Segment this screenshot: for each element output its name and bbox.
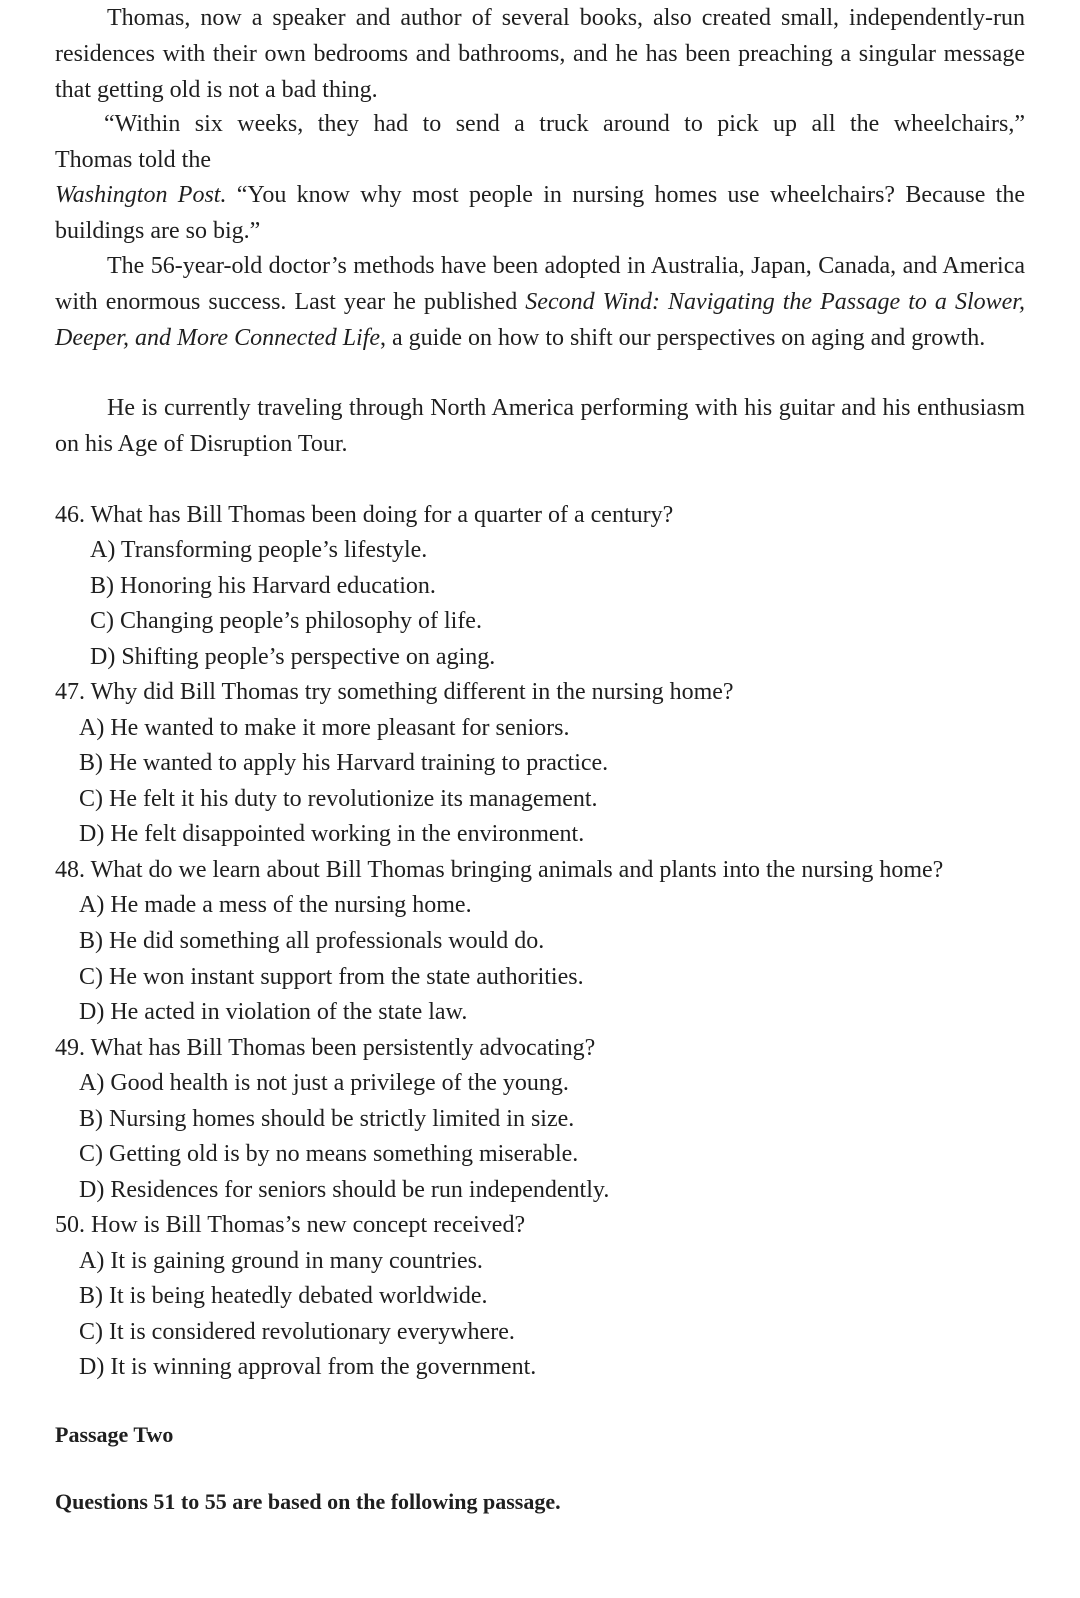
question-49-option-b[interactable]: B) Nursing homes should be strictly limited in size. [79,1106,575,1132]
question-50-stem: 50. How is Bill Thomas’s new concept received? [55,1212,526,1238]
passage-paragraph-4: He is currently traveling through North America performing with his guitar and his enthusiasm on his Age of Disruption Tour. [55,395,1025,457]
question-50-option-a[interactable]: A) It is gaining ground in many countries. [79,1248,483,1274]
passage-paragraph-1: Thomas, now a speaker and author of several books, also created small, independently-run residences with their own bedrooms and bathrooms, and he has been preaching a singular message that getting old is not a bad thing. [55,5,1025,103]
question-49-option-c[interactable]: C) Getting old is by no means something miserable. [79,1141,579,1167]
question-48-option-d[interactable]: D) He acted in violation of the state law. [79,999,468,1025]
question-47-option-a[interactable]: A) He wanted to make it more pleasant for seniors. [79,715,570,741]
question-48-option-a[interactable]: A) He made a mess of the nursing home. [79,892,472,918]
question-50-option-c[interactable]: C) It is considered revolutionary everywhere. [79,1319,515,1345]
question-50-option-b[interactable]: B) It is being heatedly debated worldwide. [79,1283,488,1309]
passage-paragraph-2-line-1: “Within six weeks, they had to send a truck around to pick up all the wheelchairs,” [104,111,1025,137]
question-49-stem: 49. What has Bill Thomas been persistently advocating? [55,1035,596,1061]
newspaper-title: Washington Post. [55,182,227,208]
book-title: Second Wind: Navigating the Passage to a Slower, Deeper, and More Connected Life [55,289,1025,351]
passage-paragraph-2-line-2: Thomas told the [55,147,211,173]
question-47-stem: 47. Why did Bill Thomas try something different in the nursing home? [55,679,734,705]
question-47-option-c[interactable]: C) He felt it his duty to revolutionize its management. [79,786,598,812]
questions-instructions: Questions 51 to 55 are based on the following passage. [55,1489,561,1514]
question-50-option-d[interactable]: D) It is winning approval from the government. [79,1354,537,1380]
question-46-option-c[interactable]: C) Changing people’s philosophy of life. [90,608,482,634]
question-46-option-a[interactable]: A) Transforming people’s lifestyle. [90,537,428,563]
question-47-option-d[interactable]: D) He felt disappointed working in the environment. [79,821,585,847]
question-48-stem: 48. What do we learn about Bill Thomas bringing animals and plants into the nursing home? [55,857,944,883]
question-46-option-b[interactable]: B) Honoring his Harvard education. [90,573,436,599]
passage-paragraph-2-continued: Washington Post. “You know why most people in nursing homes use wheelchairs? Because the buildings are so big.” [55,182,1025,244]
question-47-option-b[interactable]: B) He wanted to apply his Harvard training to practice. [79,750,609,776]
question-48-option-b[interactable]: B) He did something all professionals would do. [79,928,545,954]
question-49-option-d[interactable]: D) Residences for seniors should be run independently. [79,1177,610,1203]
question-46-stem: 46. What has Bill Thomas been doing for a quarter of a century? [55,502,674,528]
question-46-option-d[interactable]: D) Shifting people’s perspective on aging. [90,644,496,670]
passage-two-heading: Passage Two [55,1422,174,1447]
passage-paragraph-3: The 56-year-old doctor’s methods have been adopted in Australia, Japan, Canada, and America with enormous success. Last year he published Second Wind: Navigating the Passage to a Slower, Deeper, and More Connected Life, a guide on how to shift our perspectives on aging and growth. [55,253,1025,351]
question-48-option-c[interactable]: C) He won instant support from the state authorities. [79,964,584,990]
question-49-option-a[interactable]: A) Good health is not just a privilege of the young. [79,1070,569,1096]
